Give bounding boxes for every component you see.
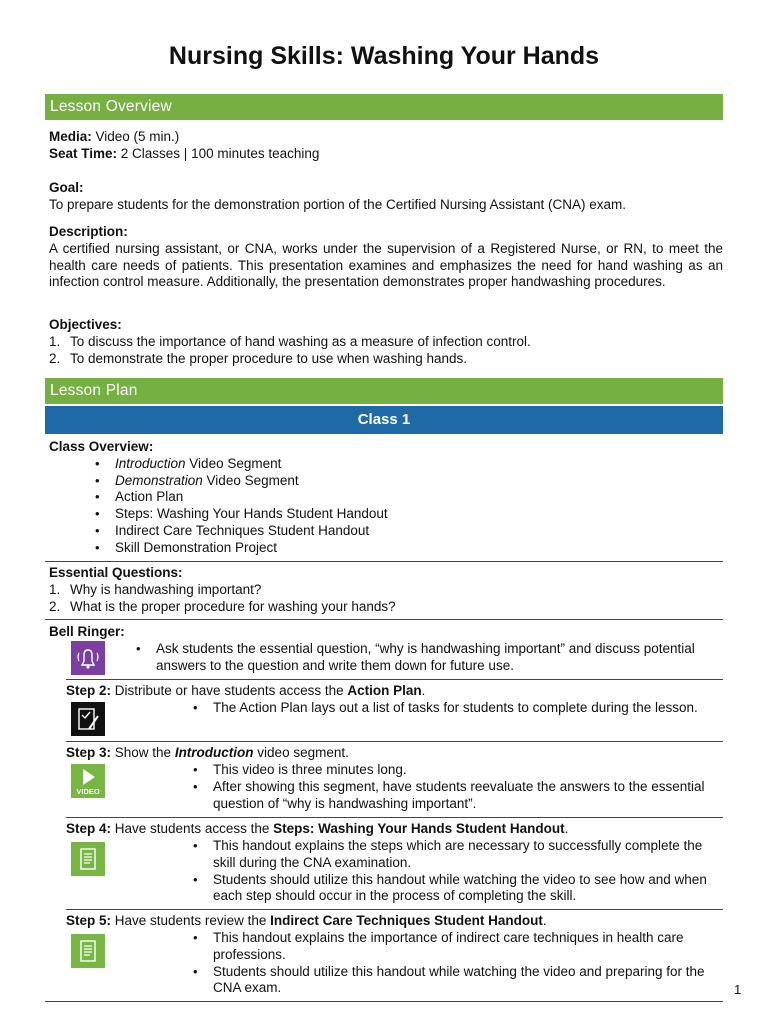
- action-plan-icon: [71, 702, 105, 736]
- list-item: • Steps: Washing Your Hands Student Handout: [93, 506, 723, 523]
- essential-questions-block: [49, 565, 723, 615]
- step-2-heading: Step 2: Distribute or have students access the Action Plan.: [66, 683, 426, 698]
- list-item: • Demonstration Video Segment: [93, 473, 723, 490]
- list-item: • The Action Plan lays out a list of tasks for students to complete during the lesson.: [191, 700, 723, 717]
- bell-ringer-label: Bell Ringer:: [49, 624, 125, 639]
- objectives-list: [49, 334, 723, 368]
- seat-time-label: Seat Time:: [49, 145, 118, 161]
- list-item: • This video is three minutes long.: [191, 762, 723, 779]
- class-1-header: Class 1: [45, 406, 723, 434]
- goal-text: To prepare students for the demonstration portion of the Certified Nursing Assistant (CNA) exam.: [49, 196, 627, 212]
- list-item: • Indirect Care Techniques Student Handout: [93, 523, 723, 540]
- objectives-label: Objectives:: [49, 317, 122, 332]
- step-3-heading: Step 3: Show the Introduction video segment.: [66, 745, 349, 760]
- class-overview-list: [93, 456, 723, 557]
- media-value: Video (5 min.): [91, 129, 180, 144]
- handout-icon: [71, 934, 105, 968]
- step-5-list: [191, 930, 723, 997]
- divider: [45, 561, 723, 562]
- bell-icon: [71, 641, 105, 675]
- divider: [45, 619, 723, 620]
- divider: [66, 741, 723, 742]
- list-item: • Ask students the essential question, “why is handwashing important” and discuss potential answers to the question and write them down for future use.: [134, 641, 723, 675]
- media-seat-block: [49, 129, 723, 163]
- step-2-list: [191, 700, 723, 717]
- essential-questions-label: Essential Questions:: [49, 565, 183, 580]
- step-5-heading: Step 5: Have students review the Indirect Care Techniques Student Handout.: [66, 913, 547, 928]
- description-label: Description:: [49, 224, 128, 239]
- list-item: • Skill Demonstration Project: [93, 540, 723, 557]
- list-item: • After showing this segment, have students reevaluate the answers to the essential question of “why is handwashing important”.: [191, 779, 723, 813]
- list-item: 1. Why is handwashing important?: [49, 581, 262, 597]
- media-label: Media:: [49, 129, 92, 144]
- list-item: • Students should utilize this handout while watching the video to see how and when each step should occur in the process of completing the skill.: [191, 872, 723, 906]
- lesson-overview-header: Lesson Overview: [45, 94, 723, 120]
- class-overview-block: [49, 439, 723, 557]
- goal-label: Goal:: [49, 180, 84, 195]
- description-text: A certified nursing assistant, or CNA, works under the supervision of a Registered Nurse, or RN, to meet the health care needs of patients. This presentation examines and emphasizes the need for hand washing as an infection control measure. Additionally, the presentation demonstrates proper handwashing procedures.: [49, 240, 723, 290]
- lesson-plan-header: Lesson Plan: [45, 378, 723, 404]
- list-item: • Action Plan: [93, 489, 723, 506]
- list-item: 2. What is the proper procedure for washing your hands?: [49, 598, 396, 614]
- divider: [66, 679, 723, 680]
- list-item: • Introduction Video Segment: [93, 456, 723, 473]
- essential-questions-list: [49, 582, 723, 616]
- bell-ringer-list: [134, 641, 723, 675]
- list-item: 1. To discuss the importance of hand washing as a measure of infection control.: [49, 333, 531, 349]
- list-item: • This handout explains the steps which are necessary to successfully complete the skill during the CNA examination.: [191, 838, 723, 872]
- goal-block: [49, 180, 723, 214]
- objectives-block: [49, 317, 723, 367]
- step-4-list: [191, 838, 723, 905]
- handout-icon: [71, 842, 105, 876]
- svg-text:VIDEO: VIDEO: [76, 787, 100, 796]
- list-item: • Students should utilize this handout while watching the video and preparing for the CNA exam.: [191, 964, 723, 998]
- list-item: • This handout explains the importance of indirect care techniques in health care professions.: [191, 930, 723, 964]
- class-overview-label: Class Overview:: [49, 439, 154, 454]
- description-block: [49, 224, 723, 291]
- seat-time-value: 2 Classes | 100 minutes teaching: [117, 145, 320, 161]
- step-4-heading: Step 4: Have students access the Steps: Washing Your Hands Student Handout.: [66, 821, 569, 836]
- step-3-list: [191, 762, 723, 812]
- video-icon: [71, 764, 105, 798]
- divider: [45, 1001, 723, 1002]
- page-title: Nursing Skills: Washing Your Hands: [168, 42, 600, 70]
- list-item: 2. To demonstrate the proper procedure to use when washing hands.: [49, 350, 467, 366]
- page-number: 1: [734, 982, 742, 997]
- divider: [66, 817, 723, 818]
- divider: [66, 909, 723, 910]
